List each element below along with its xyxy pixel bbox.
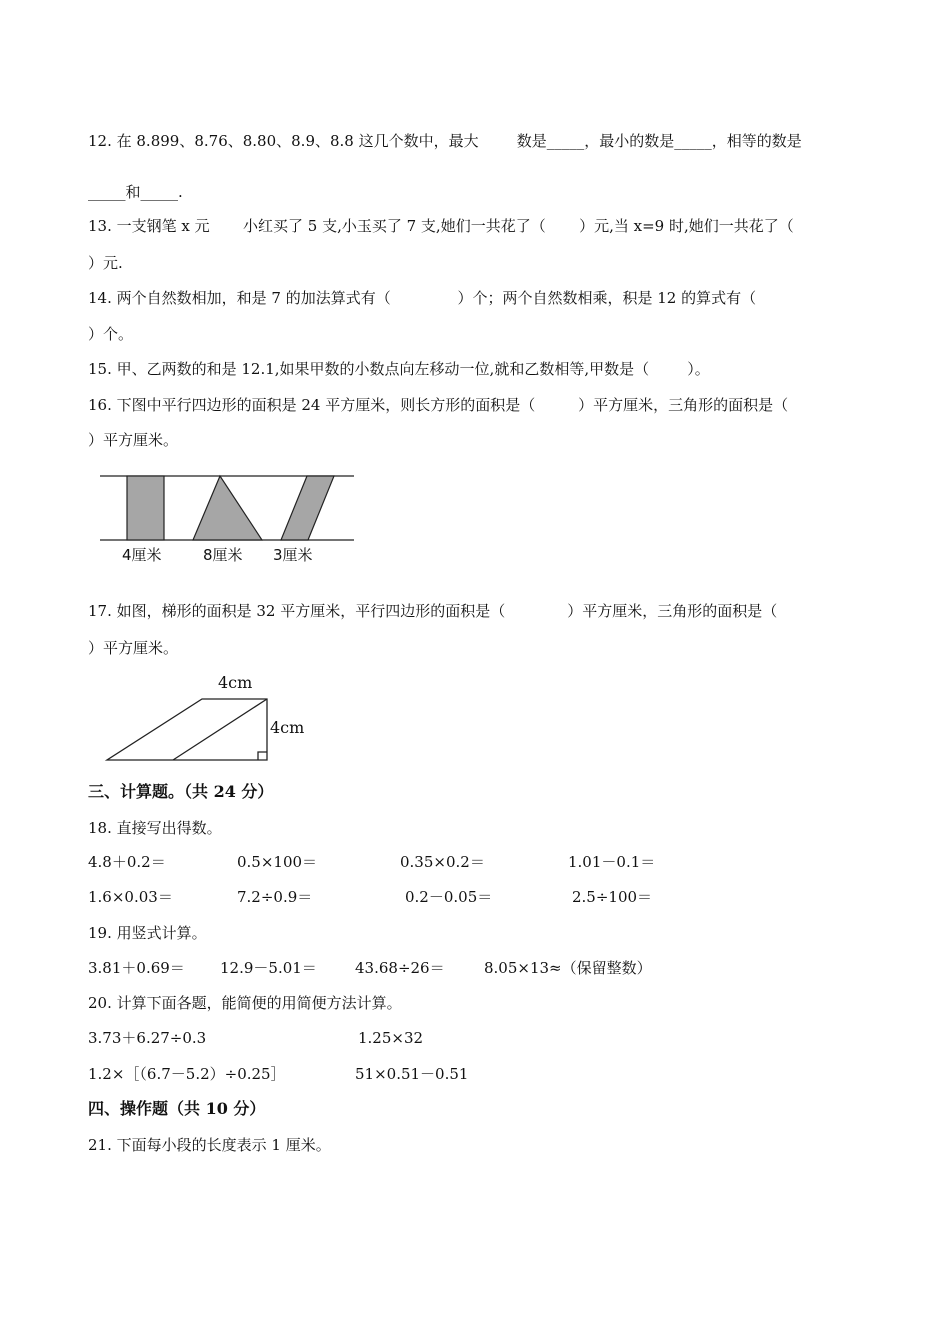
q18-item: 7.2÷0.9＝ [237, 888, 313, 906]
q20-title: 20. 计算下面各题，能简便的用简便方法计算。 [88, 994, 402, 1012]
rectangle-shape [127, 476, 164, 540]
q16-line2: ）平方厘米。 [88, 431, 179, 449]
q12-line1: 12. 在 8.899、8.76、8.80、8.9、8.8 这几个数中，最大 数是_____，最小的数是_____，相等的数是 [88, 132, 802, 150]
q21-title: 21. 下面每小段的长度表示 1 厘米。 [88, 1136, 331, 1154]
q13-line1: 13. 一支钢笔 x 元 小红买了 5 支,小玉买了 7 支,她们一共花了（ ）元,当 x=9 时,她们一共花了（ [88, 217, 794, 235]
q18-item: 0.35×0.2＝ [400, 853, 485, 871]
triangle-shape [193, 476, 262, 540]
q18-item: 1.01－0.1＝ [568, 853, 656, 871]
right-angle-mark [258, 752, 267, 760]
section-3-heading: 三、计算题。（共 24 分） [88, 782, 274, 801]
q18-item: 0.5×100＝ [237, 853, 318, 871]
parallelogram-shape [281, 476, 334, 540]
q19-item: 12.9－5.01＝ [220, 959, 317, 977]
figure-label-height: 4cm [270, 718, 305, 737]
q19-item: 43.68÷26＝ [355, 959, 445, 977]
q16-line1: 16. 下图中平行四边形的面积是 24 平方厘米，则长方形的面积是（ ）平方厘米，三角形的面积是（ [88, 396, 789, 414]
q20-item: 3.73＋6.27÷0.3 [88, 1029, 207, 1047]
q18-item: 0.2－0.05＝ [405, 888, 493, 906]
q19-item: 3.81＋0.69＝ [88, 959, 185, 977]
figure-label-triangle: 8厘米 [203, 546, 243, 564]
q16-figure [100, 476, 354, 540]
q18-item: 2.5÷100＝ [572, 888, 653, 906]
q12-line2: _____和_____. [88, 183, 183, 201]
q19-title: 19. 用竖式计算。 [88, 924, 207, 942]
q20-item: 1.25×32 [358, 1029, 424, 1047]
figure-label-top: 4cm [218, 673, 253, 692]
figure-label-parallelogram: 3厘米 [273, 546, 313, 564]
q17-line2: ）平方厘米。 [88, 639, 179, 657]
q14-line1: 14. 两个自然数相加，和是 7 的加法算式有（ ）个；两个自然数相乘，积是 12 的算式有（ [88, 289, 757, 307]
q19-item: 8.05×13≈（保留整数） [484, 959, 652, 977]
section-4-heading: 四、操作题（共 10 分） [88, 1099, 266, 1118]
q20-item: 51×0.51－0.51 [355, 1065, 469, 1083]
q20-item: 1.2×［（6.7－5.2）÷0.25］ [88, 1065, 286, 1083]
q14-line2: ）个。 [88, 325, 134, 343]
figure-label-rectangle: 4厘米 [122, 546, 162, 564]
q18-title: 18. 直接写出得数。 [88, 819, 222, 837]
q18-item: 4.8＋0.2＝ [88, 853, 166, 871]
q17-figure [107, 699, 267, 760]
q13-line2: ）元. [88, 254, 123, 272]
q15-line1: 15. 甲、乙两数的和是 12.1,如果甲数的小数点向左移动一位,就和乙数相等,甲数是（ ）。 [88, 360, 710, 378]
q17-line1: 17. 如图，梯形的面积是 32 平方厘米，平行四边形的面积是（ ）平方厘米，三角形的面积是（ [88, 602, 778, 620]
q18-item: 1.6×0.03＝ [88, 888, 173, 906]
